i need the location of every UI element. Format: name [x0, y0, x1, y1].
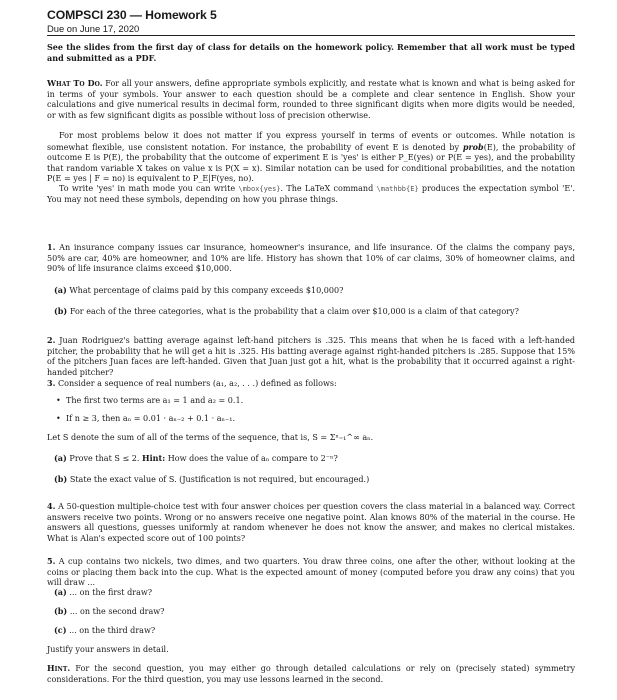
intro-p3-text-a: To write 'yes' in math mode you can write	[59, 184, 239, 193]
question-5	[47, 556, 575, 589]
question-5-number: 5.	[47, 556, 56, 566]
intro-p2-text-a: For most problems below it does not matter if you express yourself in terms of events or outcomes. While notation is somewhat flexible, use consistent notation. For instance, the probability of event E is denoted by	[47, 131, 575, 152]
question-5c-label: (c)	[54, 625, 67, 635]
question-3a-text: Prove that S ≤ 2.	[69, 454, 142, 463]
question-3a-label: (a)	[54, 453, 67, 463]
question-3	[47, 378, 575, 390]
intro-p3-text-b: . The LaTeX command	[280, 184, 377, 193]
intro-p3-text-c: produces the expectation symbol 'E'. You may not need these symbols, depending on how you phrase things.	[47, 184, 575, 204]
question-1	[47, 242, 575, 275]
mbox-code: \mbox{yes}	[238, 185, 281, 193]
question-5a	[54, 587, 574, 599]
question-3a-hint-label: Hint:	[142, 453, 166, 463]
intro-paragraph-1	[47, 78, 575, 121]
question-3b-label: (b)	[54, 474, 68, 484]
policy-note: See the slides from the first day of class for details on the homework policy. Remember that all work must be typed and submitted as a PDF.	[47, 42, 575, 63]
question-1-text: An insurance company issues car insurance, homeowner's insurance, and life insurance. Of the claims the company pays, 50% are car, 40% are homeowner, and 10% are life. History has shown that 10% of car claims, 30% of homeowner claims, and 90% of life insurance claims exceed $10,000.	[47, 243, 575, 274]
question-5a-label: (a)	[54, 587, 67, 597]
mathbb-code: \mathbb{E}	[376, 185, 419, 193]
hint-heading: Hint.	[47, 663, 71, 673]
prob-keyword: prob	[462, 141, 484, 152]
intro-paragraph-3	[47, 184, 575, 205]
header-divider	[47, 35, 575, 36]
question-1b-label: (b)	[54, 306, 68, 316]
question-3b	[54, 474, 574, 486]
question-3-bullet-1: • The first two terms are a₁ = 1 and a₂ = 0.1.	[56, 396, 243, 407]
question-5b-label: (b)	[54, 606, 68, 616]
question-5b-text: ... on the second draw?	[69, 607, 165, 616]
question-4-number: 4.	[47, 501, 56, 511]
what-to-do-heading: What To Do.	[47, 78, 103, 88]
course-title: COMPSCI 230 — Homework 5	[47, 8, 217, 22]
question-3a	[54, 453, 574, 465]
intro-p2-text-b: (E), the probability of outcome E is P(E), the probability that the outcome of experiment E is 'yes' is either P_E(yes) or P(E = yes), and the probability that random variable X takes on value x is P(X = x). Similar notation can be used for conditional probabilities, and the notation P(E = yes | F = no) is equivalent to P_E|F(yes, no).	[47, 142, 575, 184]
question-3-number: 3.	[47, 378, 56, 388]
question-3-sum: Let S denote the sum of all of the terms of the sequence, that is, S = Σⁿ₌₁^∞ aₙ.	[47, 433, 374, 442]
question-5-justify: Justify your answers in detail.	[47, 645, 169, 654]
question-4-text: A 50-question multiple-choice test with four answer choices per question covers the class material in a balanced way. Correct answers receive two points. Wrong or no answers receive one negative point. Alan knows 80% of the material in the course. He answers all questions, guesses uniformly at random whenever he does not know the answer, and makes no clerical mistakes. What is Alan's expected score out of 100 points?	[47, 502, 576, 543]
question-4	[47, 501, 575, 544]
question-3-bullet-2: • If n ≥ 3, then aₙ = 0.01 · aₙ₋₂ + 0.1 · aₙ₋₁.	[56, 414, 235, 425]
question-5c	[54, 625, 574, 637]
question-5c-text: ... on the third draw?	[69, 626, 156, 635]
question-1b	[54, 306, 574, 318]
question-2-text: Juan Rodriguez's batting average against left-hand pitchers is .325. This means that when he is faced with a left-handed pitcher, the probability that he will get a hit is .325. His batting average against right-handed pitchers is .285. Suppose that 15% of the pitchers Juan faces are left-handed. Given that Juan just got a hit, what is the probability that it occurred against a right-handed pitcher?	[47, 336, 575, 377]
due-date: Due on June 17, 2020	[47, 23, 140, 34]
question-1b-text: For each of the three categories, what is the probability that a claim over $10,000 is a claim of that category?	[69, 307, 519, 316]
question-3-text: Consider a sequence of real numbers (a₁, a₂, . . .) defined as follows:	[57, 379, 337, 388]
question-5-hint-text: For the second question, you may either go through detailed calculations or rely on (precisely stated) symmetry considerations. For the third question, you may use lessons learned in the second.	[47, 664, 576, 684]
question-5-hint	[47, 663, 575, 685]
question-5a-text: ... on the first draw?	[69, 588, 153, 597]
question-1a	[54, 285, 574, 297]
intro-paragraph-2	[47, 131, 575, 185]
question-1a-label: (a)	[54, 285, 67, 295]
question-1-number: 1.	[47, 242, 56, 252]
question-2-number: 2.	[47, 335, 56, 345]
question-5-text: A cup contains two nickels, two dimes, and two quarters. You draw three coins, one after the other, without looking at the coins or placing them back into the cup. What is the expected amount of money (computed before you draw any coins) that you will draw ...	[47, 557, 575, 588]
question-1a-text: What percentage of claims paid by this company exceeds $10,000?	[69, 286, 344, 295]
question-2	[47, 335, 575, 378]
question-5b	[54, 606, 574, 618]
question-3b-text: State the exact value of S. (Justification is not required, but encouraged.)	[69, 475, 370, 484]
intro-p1-text: For all your answers, define appropriate symbols explicitly, and restate what is known and what is being asked for in terms of your symbols. Your answer to each question should be a complete and clear sentence in English. Show your calculations and give numerical results in decimal form, rounded to three significant digits when more digits would be needed, or with as few significant digits as possible without loss of precision otherwise.	[47, 79, 575, 120]
question-3a-hint-text: How does the value of aₙ compare to 2⁻ⁿ?	[165, 454, 338, 463]
